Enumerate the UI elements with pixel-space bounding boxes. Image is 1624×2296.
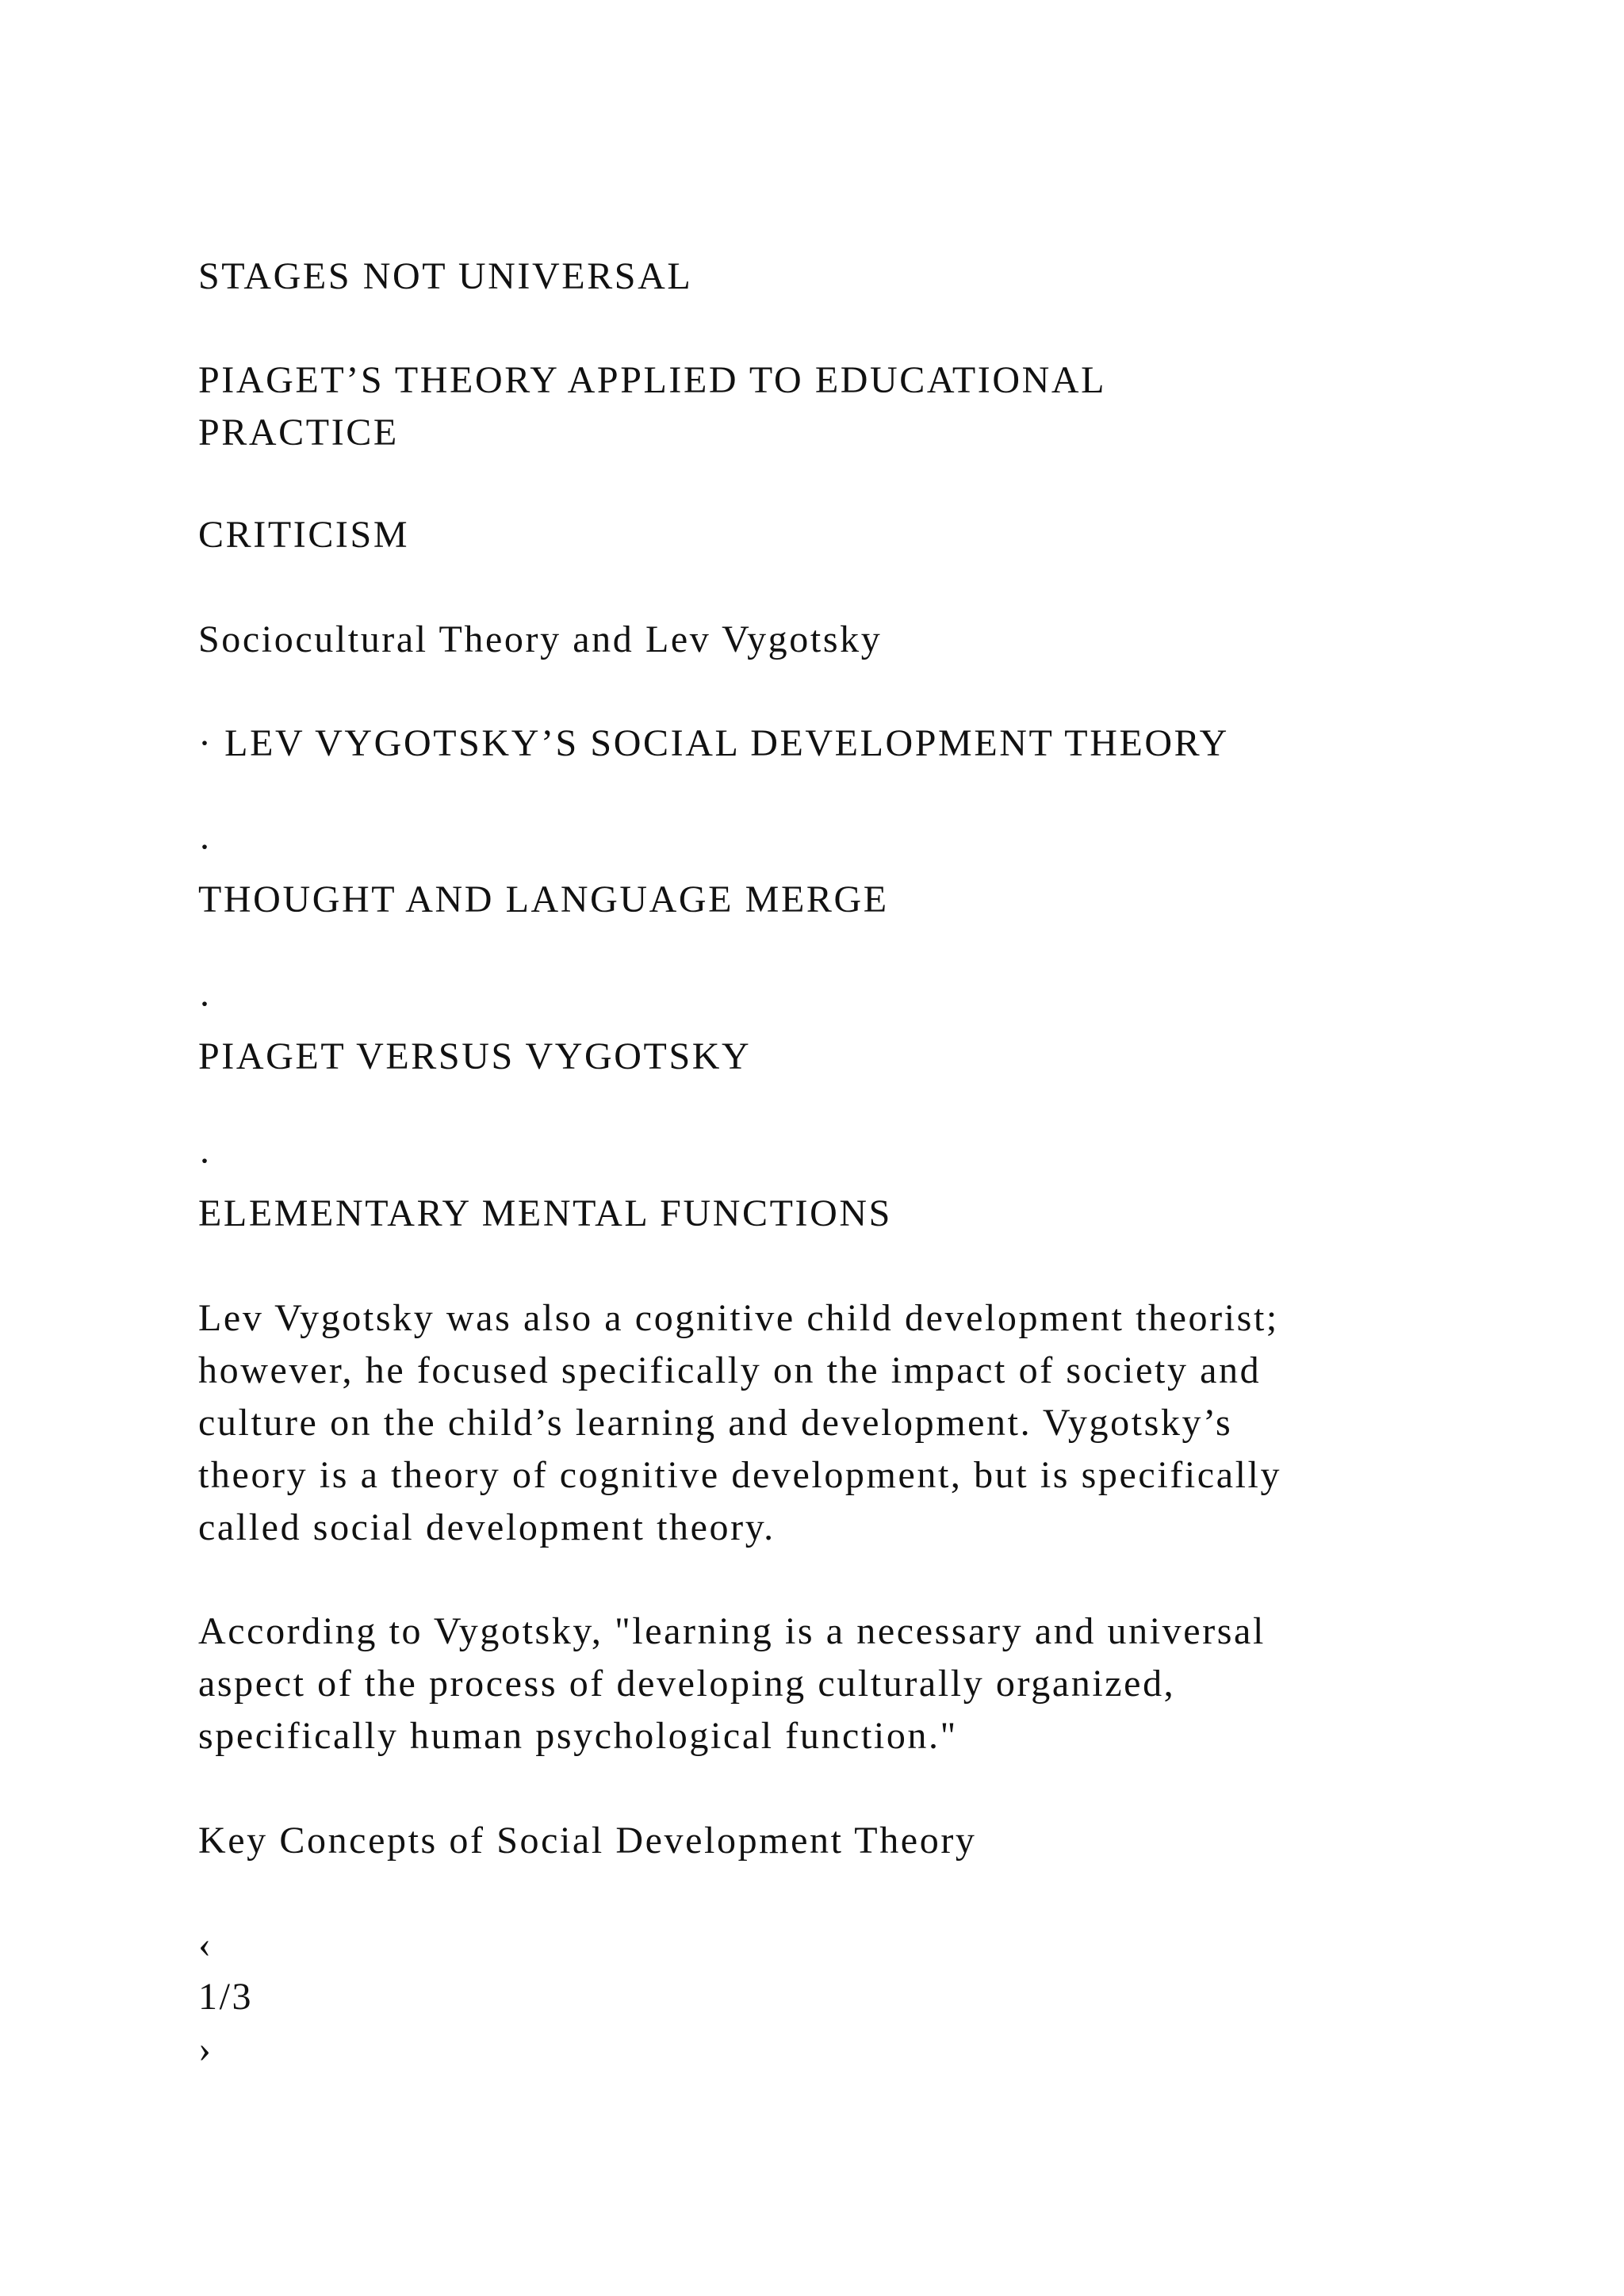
paragraph-line: Lev Vygotsky was also a cognitive child development theorist; bbox=[198, 1297, 1279, 1339]
paragraph-line: however, he focused specifically on the impact of society and bbox=[198, 1349, 1262, 1391]
paragraph-vygotsky-quote bbox=[198, 1605, 1467, 1762]
paragraph-line: theory is a theory of cognitive development, but is specifically bbox=[198, 1454, 1282, 1496]
list-item-thought-language: THOUGHT AND LANGUAGE MERGE bbox=[198, 878, 889, 920]
heading-piaget-applied-line-1: PIAGET’S THEORY APPLIED TO EDUCATIONAL bbox=[198, 359, 1107, 401]
heading-stages-not-universal: STAGES NOT UNIVERSAL bbox=[198, 255, 693, 297]
paragraph-line: specifically human psychological function." bbox=[198, 1715, 958, 1757]
heading-sociocultural-theory: Sociocultural Theory and Lev Vygotsky bbox=[198, 618, 883, 660]
paragraph-line: culture on the child’s learning and development. Vygotsky’s bbox=[198, 1402, 1233, 1444]
list-item-elementary-functions: ELEMENTARY MENTAL FUNCTIONS bbox=[198, 1192, 892, 1234]
list-item-piaget-vs-vygotsky: PIAGET VERSUS VYGOTSKY bbox=[198, 1035, 752, 1077]
pager-prev-button[interactable]: ‹ bbox=[198, 1923, 213, 1965]
paragraph-line: aspect of the process of developing culturally organized, bbox=[198, 1663, 1176, 1705]
pager-next-button[interactable]: › bbox=[198, 2028, 213, 2070]
pager-counter: 1/3 bbox=[198, 1976, 254, 2018]
list-bullet: · bbox=[198, 983, 213, 1025]
heading-piaget-applied-line-2: PRACTICE bbox=[198, 411, 399, 453]
heading-criticism: CRITICISM bbox=[198, 514, 410, 556]
list-bullet: · bbox=[198, 826, 213, 868]
paragraph-vygotsky-intro bbox=[198, 1292, 1467, 1554]
heading-key-concepts: Key Concepts of Social Development Theory bbox=[198, 1820, 977, 1862]
paragraph-line: According to Vygotsky, "learning is a necessary and universal bbox=[198, 1610, 1266, 1652]
paragraph-line: called social development theory. bbox=[198, 1506, 776, 1548]
heading-piaget-applied bbox=[198, 354, 1467, 459]
list-bullet: · bbox=[198, 1140, 213, 1182]
heading-vygotsky-social-development: · LEV VYGOTSKY’S SOCIAL DEVELOPMENT THEORY bbox=[198, 722, 1229, 764]
